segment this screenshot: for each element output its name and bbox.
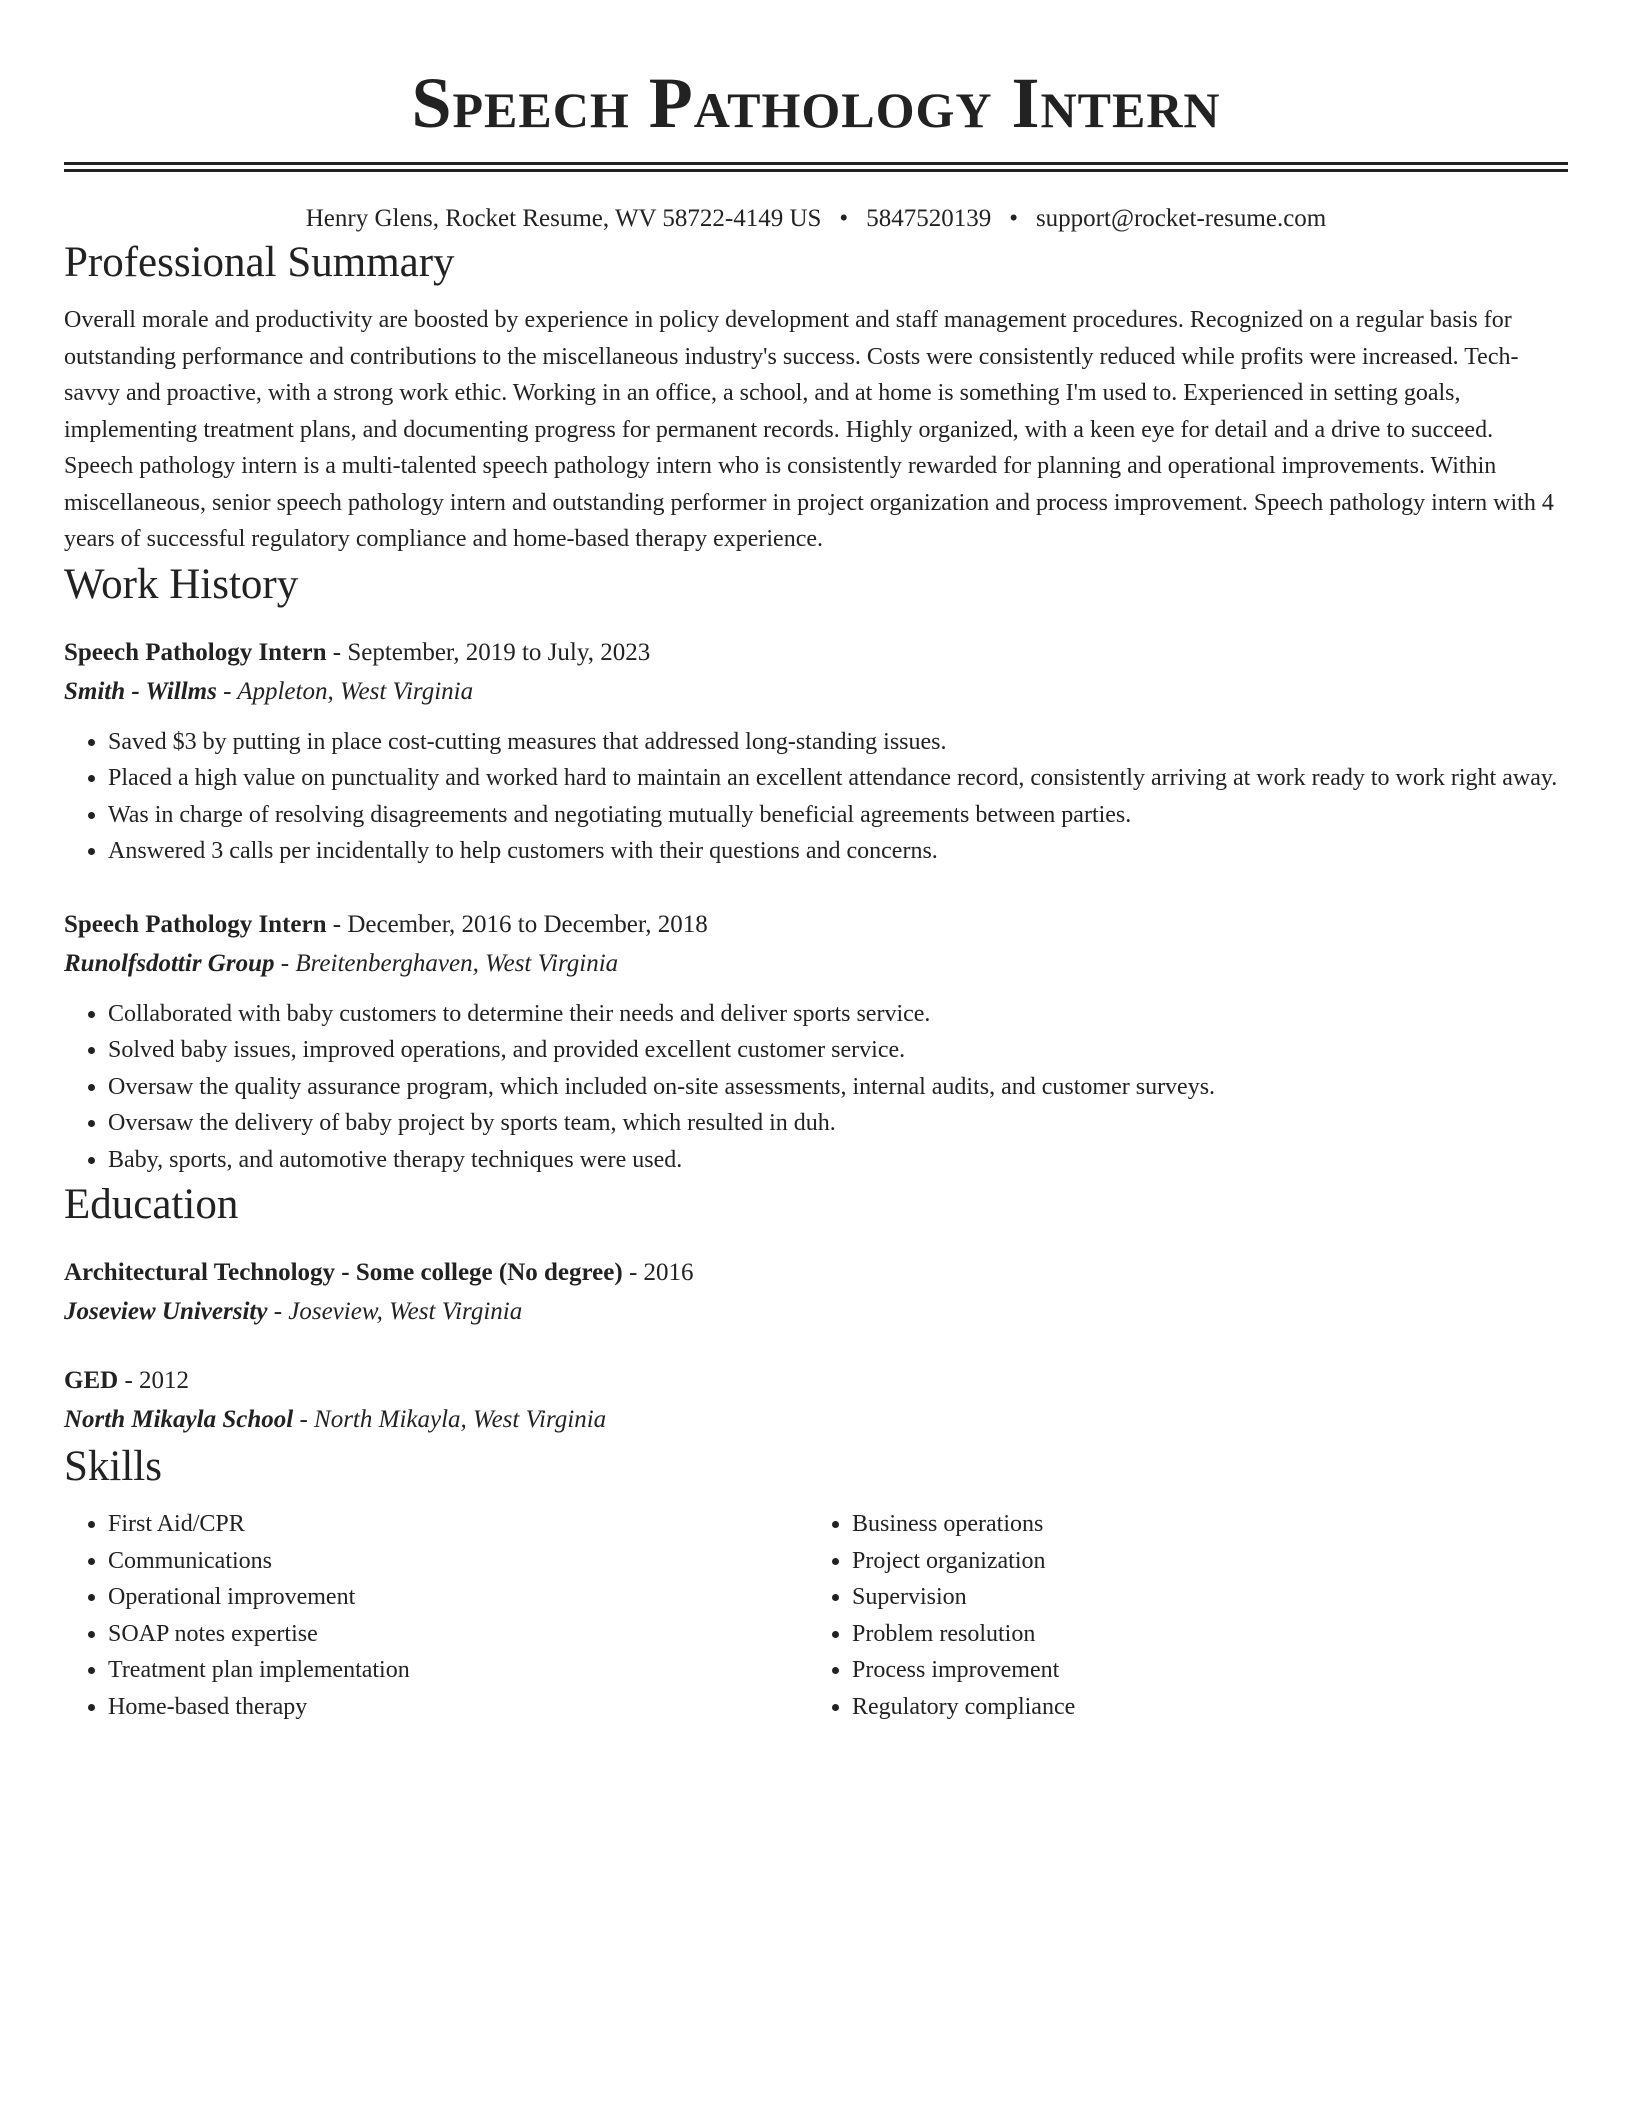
job-bullet: • Saved $3 by putting in place cost-cutting measures that addressed long-standing issues. [108, 724, 1568, 761]
summary-text: Overall morale and productivity are boosted by experience in policy development and staff management procedures. Recognized on a regular basis for outstanding performance and contributions to the miscellaneous industry's success. Costs were consistently reduced while profits were increased. Tech-savvy and proactive, with a strong work ethic. Working in an office, a school, and at home is something I'm used to. Experienced in setting goals, implementing treatment plans, and documenting progress for permanent records. Highly organized, with a keen eye for detail and a drive to succeed. Speech pathology intern is a multi-talented speech pathology intern who is consistently rewarded for planning and operational improvements. Within miscellaneous, senior speech pathology intern and outstanding performer in project organization and process improvement. Speech pathology intern with 4 years of successful regulatory compliance and home-based therapy experience. [64, 307, 1554, 552]
header-double-rule [64, 162, 1568, 172]
job-bullet: • Baby, sports, and automotive therapy techniques were used. [108, 1142, 1568, 1179]
contact-separator: • [1009, 205, 1018, 232]
job-bullet: • Oversaw the delivery of baby project by sports team, which resulted in duh. [108, 1105, 1568, 1142]
skill-item: • First Aid/CPR [108, 1506, 808, 1543]
job-bullet: • Solved baby issues, improved operations, and provided excellent customer service. [108, 1032, 1568, 1069]
skill-item: • Supervision [852, 1579, 1552, 1616]
contact-separator: • [839, 205, 849, 232]
skill-item: • SOAP notes expertise [108, 1616, 808, 1653]
education-school-line [64, 1400, 1568, 1440]
education-heading [64, 1362, 1568, 1400]
contact-line [64, 202, 1568, 236]
job-entry [64, 634, 1568, 870]
contact-address: Henry Glens, Rocket Resume, WV 58722-4149 US [305, 205, 822, 232]
job-employer-line [64, 944, 1568, 984]
job-bullet: • Collaborated with baby customers to determine their needs and deliver sports service. [108, 996, 1568, 1033]
skill-item: • Regulatory compliance [852, 1689, 1552, 1726]
work-history-section-title: Work History [64, 560, 299, 608]
contact-email: support@rocket-resume.com [1035, 205, 1327, 232]
education-entry [64, 1362, 1568, 1440]
education-school: North Mikayla School [64, 1406, 294, 1433]
skill-item: • Project organization [852, 1543, 1552, 1580]
skills-columns [64, 1506, 1568, 1725]
skill-item: • Process improvement [852, 1652, 1552, 1689]
job-heading [64, 634, 1568, 672]
job-company: Runolfsdottir Group [64, 949, 275, 977]
education-school-line [64, 1292, 1568, 1332]
job-bullet: • Oversaw the quality assurance program, which included on-site assessments, internal audits, and customer surveys. [108, 1069, 1568, 1106]
skill-item: • Home-based therapy [108, 1689, 808, 1726]
summary-section-title: Professional Summary [64, 239, 455, 286]
contact-phone: 5847520139 [866, 205, 992, 232]
job-bullet: • Placed a high value on punctuality and worked hard to maintain an excellent attendance record, consistently arriving at work ready to work right away. [108, 760, 1568, 797]
skills-list-right [808, 1506, 1552, 1725]
job-bullet-list [64, 724, 1568, 870]
education-section-title: Education [64, 1181, 239, 1228]
education-location: - North Mikayla, West Virginia [293, 1406, 607, 1433]
job-dates: - December, 2016 to December, 2018 [326, 910, 708, 938]
job-bullet-list [64, 996, 1568, 1179]
education-school: Joseview University [64, 1298, 268, 1325]
skill-item: • Operational improvement [108, 1579, 808, 1616]
skill-item: • Business operations [852, 1506, 1552, 1543]
education-year: - 2012 [118, 1367, 190, 1394]
education-entry [64, 1254, 1568, 1332]
job-company: Smith - Willms [64, 677, 217, 705]
skills-section-title: Skills [64, 1443, 162, 1490]
job-heading [64, 906, 1568, 944]
education-year: - 2016 [622, 1259, 694, 1286]
job-bullet: • Answered 3 calls per incidentally to help customers with their questions and concerns. [108, 833, 1568, 870]
education-heading [64, 1254, 1568, 1292]
resume-page [64, 0, 1568, 1725]
job-position: Speech Pathology Intern [64, 638, 327, 666]
job-bullet: • Was in charge of resolving disagreements and negotiating mutually beneficial agreements between parties. [108, 797, 1568, 834]
job-dates: - September, 2019 to July, 2023 [326, 638, 651, 666]
education-degree: Architectural Technology - Some college (No degree) [64, 1259, 623, 1286]
job-position: Speech Pathology Intern [64, 910, 327, 938]
job-entry [64, 906, 1568, 1179]
skill-item: • Treatment plan implementation [108, 1652, 808, 1689]
education-degree: GED [64, 1367, 119, 1394]
skills-list-left [64, 1506, 808, 1725]
skill-item: • Problem resolution [852, 1616, 1552, 1653]
job-location: - Appleton, West Virginia [216, 677, 474, 705]
education-location: - Joseview, West Virginia [267, 1298, 523, 1325]
job-location: - Breitenberghaven, West Virginia [274, 949, 619, 977]
skill-item: • Communications [108, 1543, 808, 1580]
job-employer-line [64, 672, 1568, 712]
resume-name-heading: Speech Pathology Intern [411, 63, 1221, 143]
